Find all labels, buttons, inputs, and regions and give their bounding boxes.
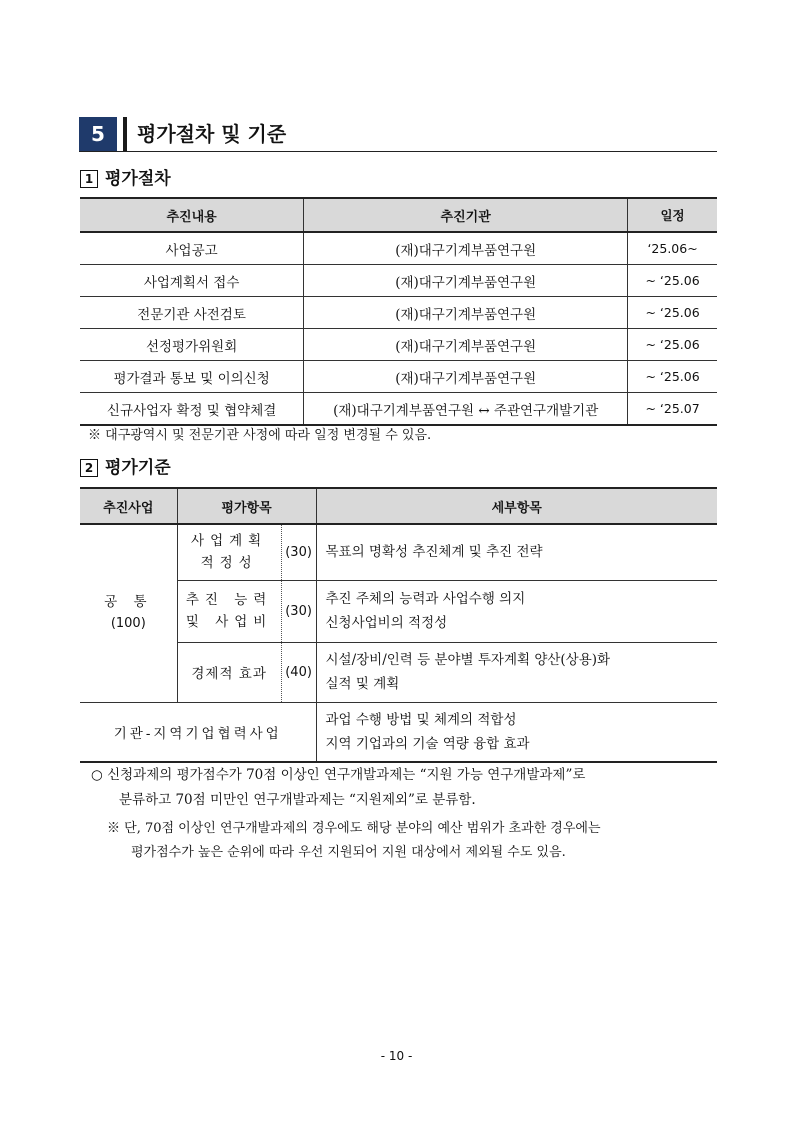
table-row (80, 524, 717, 580)
subsection-number-box: 2 (80, 459, 98, 477)
table-cell: (재)대구기계부품연구원 (304, 329, 628, 361)
table-row (80, 702, 717, 762)
detail-line: 추진 주체의 능력과 사업수행 의지 (325, 591, 526, 607)
criteria-item-name (177, 524, 281, 580)
section-number-badge: 5 (79, 117, 117, 151)
subsection-title: 평가기준 (105, 458, 171, 478)
detail-line: 시설/장비/인력 등 분야별 투자계획 양산(상용)화 (325, 652, 611, 668)
detail-line: 신청사업비의 적정성 (325, 615, 448, 631)
selection-criteria-note: ○ 신청과제의 평가점수가 70점 이상인 연구개발과제는 “지원 가능 연구개발과제”로 (91, 767, 586, 783)
section-underline (79, 151, 717, 152)
table-row (80, 361, 717, 393)
common-label: 공 통 (104, 594, 153, 611)
table-cell: 전문기관 사전검토 (80, 297, 304, 329)
section-divider-bar (123, 117, 127, 151)
table-row (80, 232, 717, 265)
table-cell: (재)대구기계부품연구원 (304, 297, 628, 329)
criteria-item-score: (30) (281, 524, 316, 580)
table-row (80, 329, 717, 361)
table-cell: ~ ‘25.06 (628, 297, 717, 329)
criteria-item-name (177, 580, 281, 642)
table-row (80, 393, 717, 426)
table-row (80, 265, 717, 297)
procedure-table (80, 197, 717, 426)
table-cell: (재)대구기계부품연구원 (304, 361, 628, 393)
table-header-cell: 일정 (628, 198, 717, 232)
item-name-line: 및 사업비 (185, 614, 273, 630)
item-name-line: 적정성 (200, 555, 258, 572)
table-cell: (재)대구기계부품연구원 (304, 232, 628, 265)
common-category-cell (80, 524, 177, 702)
table-cell: ~ ‘25.06 (628, 361, 717, 393)
table-header-cell: 세부항목 (316, 488, 717, 524)
table-cell: 선정평가위원회 (80, 329, 304, 361)
table-cell: ‘25.06~ (628, 232, 717, 265)
criteria-item-detail (316, 580, 717, 642)
table-cell: 신규사업자 확정 및 협약체결 (80, 393, 304, 426)
cooperation-detail (316, 702, 717, 762)
detail-line: 과업 수행 방법 및 체계의 적합성 (325, 711, 517, 728)
budget-exclusion-note-cont: 평가점수가 높은 순위에 따라 우선 지원되어 지원 대상에서 제외될 수도 있음. (131, 845, 566, 860)
table-header-row (80, 198, 717, 232)
criteria-table (80, 487, 717, 763)
table-header-cell: 추진사업 (80, 488, 177, 524)
table-header-cell: 평가항목 (177, 488, 316, 524)
item-name-line: 추진 능력 (185, 592, 273, 608)
table-header-cell: 추진기관 (304, 198, 628, 232)
item-name-line: 경제적 효과 (191, 666, 267, 682)
detail-line: 실적 및 계획 (325, 676, 400, 692)
table-row (80, 297, 717, 329)
table-cell: (재)대구기계부품연구원 ↔ 주관연구개발기관 (304, 393, 628, 426)
table-cell: (재)대구기계부품연구원 (304, 265, 628, 297)
schedule-note: ※ 대구광역시 및 전문기관 사정에 따라 일정 변경될 수 있음. (88, 428, 432, 443)
common-score: (100) (110, 616, 146, 632)
table-cell: 평가결과 통보 및 이의신청 (80, 361, 304, 393)
subsection-title: 평가절차 (105, 169, 171, 189)
criteria-item-name (177, 642, 281, 702)
table-cell: ~ ‘25.06 (628, 265, 717, 297)
table-cell: 사업계획서 접수 (80, 265, 304, 297)
item-name-line: 사업계획 (191, 533, 268, 550)
criteria-item-detail (316, 642, 717, 702)
subsection-number-box: 1 (80, 170, 98, 188)
table-header-row (80, 488, 717, 524)
table-cell: 사업공고 (80, 232, 304, 265)
table-header-cell: 추진내용 (80, 198, 304, 232)
criteria-item-score: (30) (281, 580, 316, 642)
selection-criteria-note-cont: 분류하고 70점 미만인 연구개발과제는 “지원제외”로 분류함. (119, 792, 476, 808)
criteria-item-score: (40) (281, 642, 316, 702)
budget-exclusion-note: ※ 단, 70점 이상인 연구개발과제의 경우에도 해당 분야의 예산 범위가 초과한 경우에는 (107, 821, 601, 836)
criteria-item-detail (316, 524, 717, 580)
detail-line: 지역 기업과의 기술 역량 융합 효과 (325, 735, 530, 752)
cooperation-label: 기관-지역기업협력사업 (80, 702, 316, 762)
section-title: 평가절차 및 기준 (137, 122, 287, 146)
detail-line: 목표의 명확성 추진체계 및 추진 전략 (325, 544, 543, 561)
table-cell: ~ ‘25.06 (628, 329, 717, 361)
page-number: - 10 - (380, 1049, 413, 1063)
table-cell: ~ ‘25.07 (628, 393, 717, 426)
